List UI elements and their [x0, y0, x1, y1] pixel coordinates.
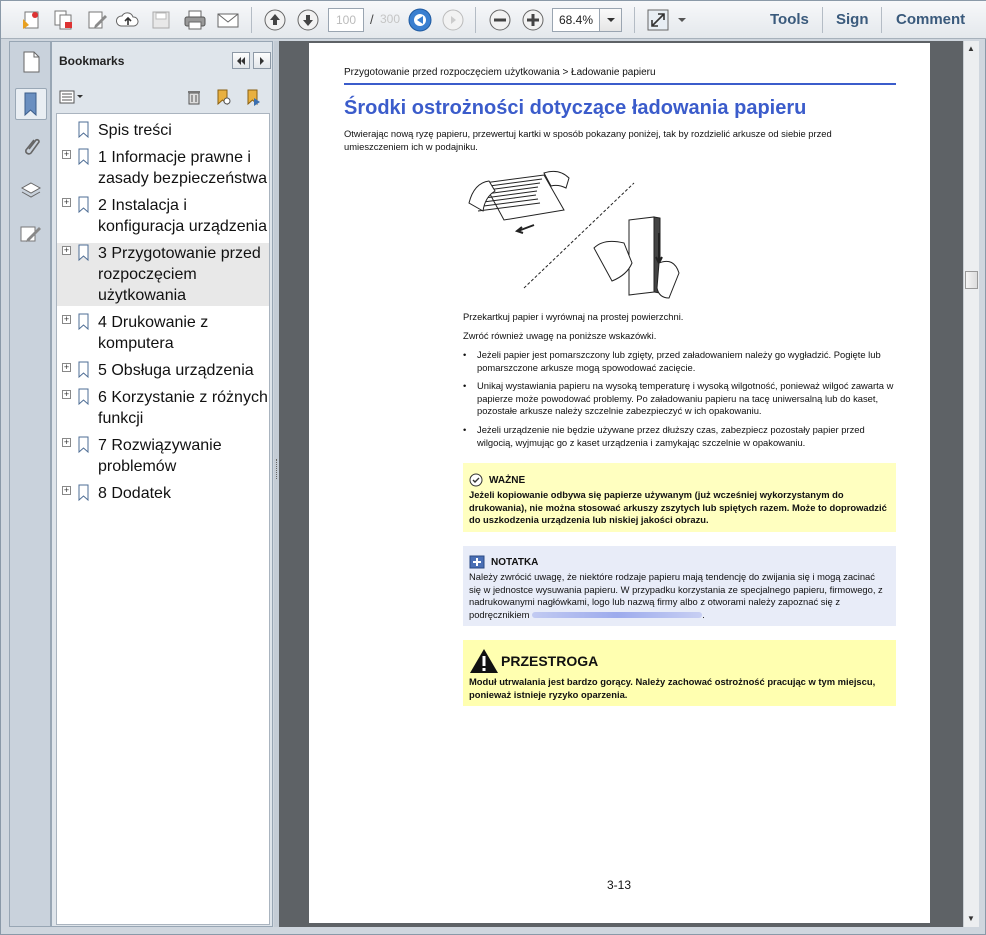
hide-panel-button[interactable]	[253, 52, 271, 69]
bullet-dot: •	[463, 424, 467, 435]
page-total: 300	[380, 12, 401, 26]
bookmark-label: 7 Rozwiązywanie problemów	[98, 437, 222, 475]
scroll-up-icon[interactable]: ▲	[967, 44, 975, 53]
bullet-dot: •	[463, 349, 467, 360]
page-heading: Środki ostrożności dotyczące ładowania papieru	[344, 97, 807, 119]
header-rule	[344, 83, 896, 85]
panel-header	[52, 42, 272, 78]
bookmark-label: 3 Przygotowanie przed rozpoczęciem użytkowania	[98, 245, 261, 304]
vertical-scrollbar[interactable]	[963, 41, 979, 927]
note-text-end: .	[702, 608, 705, 620]
new-bookmark-button[interactable]	[213, 88, 233, 106]
check-circle-icon	[469, 473, 483, 487]
bullet-item	[463, 380, 897, 418]
customize-toolbar-icon[interactable]	[673, 6, 691, 34]
attachments-icon[interactable]	[15, 131, 47, 163]
bookmark-label: 8 Dodatek	[98, 485, 171, 502]
expand-toggle[interactable]: +	[63, 149, 70, 159]
note-text	[469, 571, 889, 621]
bookmark-item[interactable]	[57, 435, 269, 478]
zoom-out-icon[interactable]	[486, 6, 514, 34]
combine-files-icon[interactable]	[49, 6, 77, 34]
bookmark-item[interactable]	[57, 387, 269, 430]
page-breadcrumb: Przygotowanie przed rozpoczęciem użytkowania > Ładowanie papieru	[344, 67, 656, 78]
scroll-down-icon[interactable]: ▼	[967, 914, 975, 923]
panel-title: Bookmarks	[59, 54, 125, 68]
chevron-down-icon	[606, 16, 616, 24]
bookmark-item[interactable]	[57, 312, 269, 355]
caution-text: Moduł utrwalania jest bardzo gorący. Należy zachować ostrożność pracując w tym miejscu, ponieważ istnieje ryzyko oparzenia.	[469, 676, 876, 700]
expand-bookmark-icon	[244, 88, 262, 106]
upload-cloud-icon[interactable]	[114, 6, 142, 34]
important-label: WAŻNE	[489, 474, 526, 486]
bookmarks-icon[interactable]	[15, 88, 47, 120]
bookmark-icon	[77, 361, 91, 379]
double-chevron-left-icon	[236, 57, 246, 65]
expand-toggle[interactable]: +	[63, 197, 70, 207]
signatures-icon[interactable]	[15, 218, 47, 250]
expand-toggle[interactable]: +	[63, 389, 70, 399]
bookmark-label: 6 Korzystanie z różnych funkcji	[98, 389, 268, 427]
chevron-right-icon	[259, 57, 265, 65]
warning-triangle-icon	[469, 648, 499, 674]
bookmark-label: 1 Informacje prawne i zasady bezpieczeństwa	[98, 149, 267, 187]
splitter-grip[interactable]	[276, 459, 278, 479]
bookmark-label: 5 Obsługa urządzenia	[98, 362, 254, 379]
caution-box	[463, 640, 896, 706]
caution-label: PRZESTROGA	[501, 653, 599, 669]
bookmark-item[interactable]	[57, 120, 269, 142]
zoom-dropdown-button[interactable]	[600, 8, 622, 32]
bullet-item	[463, 424, 897, 450]
page-thumbnails-icon[interactable]	[15, 46, 47, 78]
paragraph: Zwróć również uwagę na poniższe wskazówki.	[463, 330, 657, 341]
expand-toggle[interactable]: +	[63, 437, 70, 447]
bookmark-icon	[77, 148, 91, 166]
zoom-in-icon[interactable]	[519, 6, 547, 34]
expand-toggle[interactable]: +	[63, 485, 70, 495]
bookmark-icon	[77, 121, 91, 139]
document-viewport	[279, 41, 963, 927]
bookmark-label: 4 Drukowanie z komputera	[98, 314, 209, 352]
toolbar-divider	[634, 7, 635, 33]
zoom-level-input[interactable]: 68.4%	[552, 8, 600, 32]
note-box	[463, 546, 896, 626]
manual-link[interactable]	[532, 612, 702, 618]
bullet-text: Jeżeli papier jest pomarszczony lub zgięty, przed załadowaniem należy go wygładzić. Pogięte lub pomarszczone arkusze mogą spowodować zacięcie.	[477, 349, 881, 373]
scroll-thumb[interactable]	[965, 271, 978, 289]
email-icon[interactable]	[214, 6, 242, 34]
bookmarks-panel	[51, 41, 273, 927]
sign-button[interactable]: Sign	[836, 11, 869, 28]
bookmark-icon	[77, 313, 91, 331]
next-page-icon[interactable]	[294, 6, 322, 34]
paragraph: Przekartkuj papier i wyrównaj na prostej powierzchni.	[463, 311, 684, 322]
collapse-panel-button[interactable]	[232, 52, 250, 69]
bookmark-label: 2 Instalacja i konfiguracja urządzenia	[98, 197, 267, 235]
bookmark-icon	[77, 436, 91, 454]
toolbar	[1, 1, 986, 39]
trash-icon	[186, 89, 202, 105]
comment-button[interactable]: Comment	[896, 11, 966, 28]
expand-toggle[interactable]: +	[63, 245, 70, 255]
important-header	[469, 473, 525, 487]
page-number-input[interactable]: 100	[328, 8, 364, 32]
important-text: Jeżeli kopiowanie odbywa się papierze używanym (już wcześniej wykorzystanym do drukowania), nie można stosować arkuszy zszytych lub spiętych razem. Może to doprowadzić do uszkodzenia urządzenia lub niskiej jakości obrazu.	[469, 489, 887, 525]
bookmark-icon	[77, 484, 91, 502]
options-menu-button[interactable]	[58, 88, 84, 106]
bullet-item	[463, 349, 897, 375]
toolbar-divider	[251, 7, 252, 33]
print-icon[interactable]	[181, 6, 209, 34]
caution-header	[469, 648, 598, 674]
options-icon	[59, 90, 83, 104]
bookmark-item-selected[interactable]	[57, 243, 269, 306]
toolbar-divider	[475, 7, 476, 33]
note-header	[469, 555, 538, 569]
paper-fanning-illustration	[464, 163, 704, 303]
new-bookmark-icon	[214, 88, 232, 106]
edit-pdf-icon[interactable]	[83, 6, 111, 34]
bullet-dot: •	[463, 380, 467, 391]
bookmark-item[interactable]	[57, 483, 269, 505]
toolbar-divider	[881, 7, 882, 33]
bookmark-item[interactable]	[57, 195, 269, 238]
note-text-body: Należy zwrócić uwagę, że niektóre rodzaje papieru mają tendencję do zwijania się i mogą zacinać się w jednostce wysuwania papieru. W przypadku korzystania ze specjalnego papieru, firmowego, z nadrukowanymi nagłówkami, logo lub nazwą firmy albo z otworami należy zapoznać się z podręcznikiem	[469, 571, 883, 620]
save-icon[interactable]	[147, 6, 175, 34]
delete-bookmark-button[interactable]	[184, 88, 204, 106]
previous-page-icon[interactable]	[261, 6, 289, 34]
bookmark-tree	[56, 113, 270, 925]
tools-button[interactable]: Tools	[770, 11, 809, 28]
bookmark-toolbar	[52, 84, 272, 110]
expand-toggle[interactable]: +	[63, 362, 70, 372]
bookmark-item[interactable]	[57, 147, 269, 190]
intro-paragraph: Otwierając nową ryzę papieru, przewertuj kartki w sposób pokazany poniżej, tak by rozdzielić arkusze od siebie przed umieszczeniem ich w podajniku.	[344, 128, 832, 152]
bullet-text: Unikaj wystawiania papieru na wysoką temperaturę i wysoką wilgotność, ponieważ wilgoć zawarta w papierze może powodować problemy. Po załadowaniu papieru na tacę uniwersalną lub do kaset, pozostałe arkusze należy szczelnie zabezpieczyć w ich opakowaniu.	[477, 380, 894, 416]
bookmark-label: Spis treści	[98, 122, 172, 139]
full-screen-icon[interactable]	[644, 6, 672, 34]
note-label: NOTATKA	[491, 556, 539, 568]
create-pdf-icon[interactable]	[17, 6, 45, 34]
navigation-rail	[9, 41, 51, 927]
expand-toggle[interactable]: +	[63, 314, 70, 324]
bullet-text: Jeżeli urządzenie nie będzie używane przez dłuższy czas, zabezpiecz pozostały papier przed wilgocią, wyjmując go z kaset urządzenia i zamykając szczelnie w opakowaniu.	[477, 424, 865, 448]
important-box	[463, 463, 896, 532]
page-separator: /	[370, 12, 374, 27]
toolbar-divider	[822, 7, 823, 33]
back-view-icon[interactable]	[406, 6, 434, 34]
bookmark-icon	[77, 244, 91, 262]
bookmark-icon	[77, 388, 91, 406]
layers-icon[interactable]	[15, 175, 47, 207]
expand-bookmark-button[interactable]	[243, 88, 263, 106]
page-number: 3-13	[607, 878, 632, 892]
pdf-page	[309, 43, 930, 923]
bookmark-icon	[77, 196, 91, 214]
forward-view-icon[interactable]	[439, 6, 467, 34]
note-icon	[469, 555, 485, 569]
bookmark-item[interactable]	[57, 360, 269, 382]
